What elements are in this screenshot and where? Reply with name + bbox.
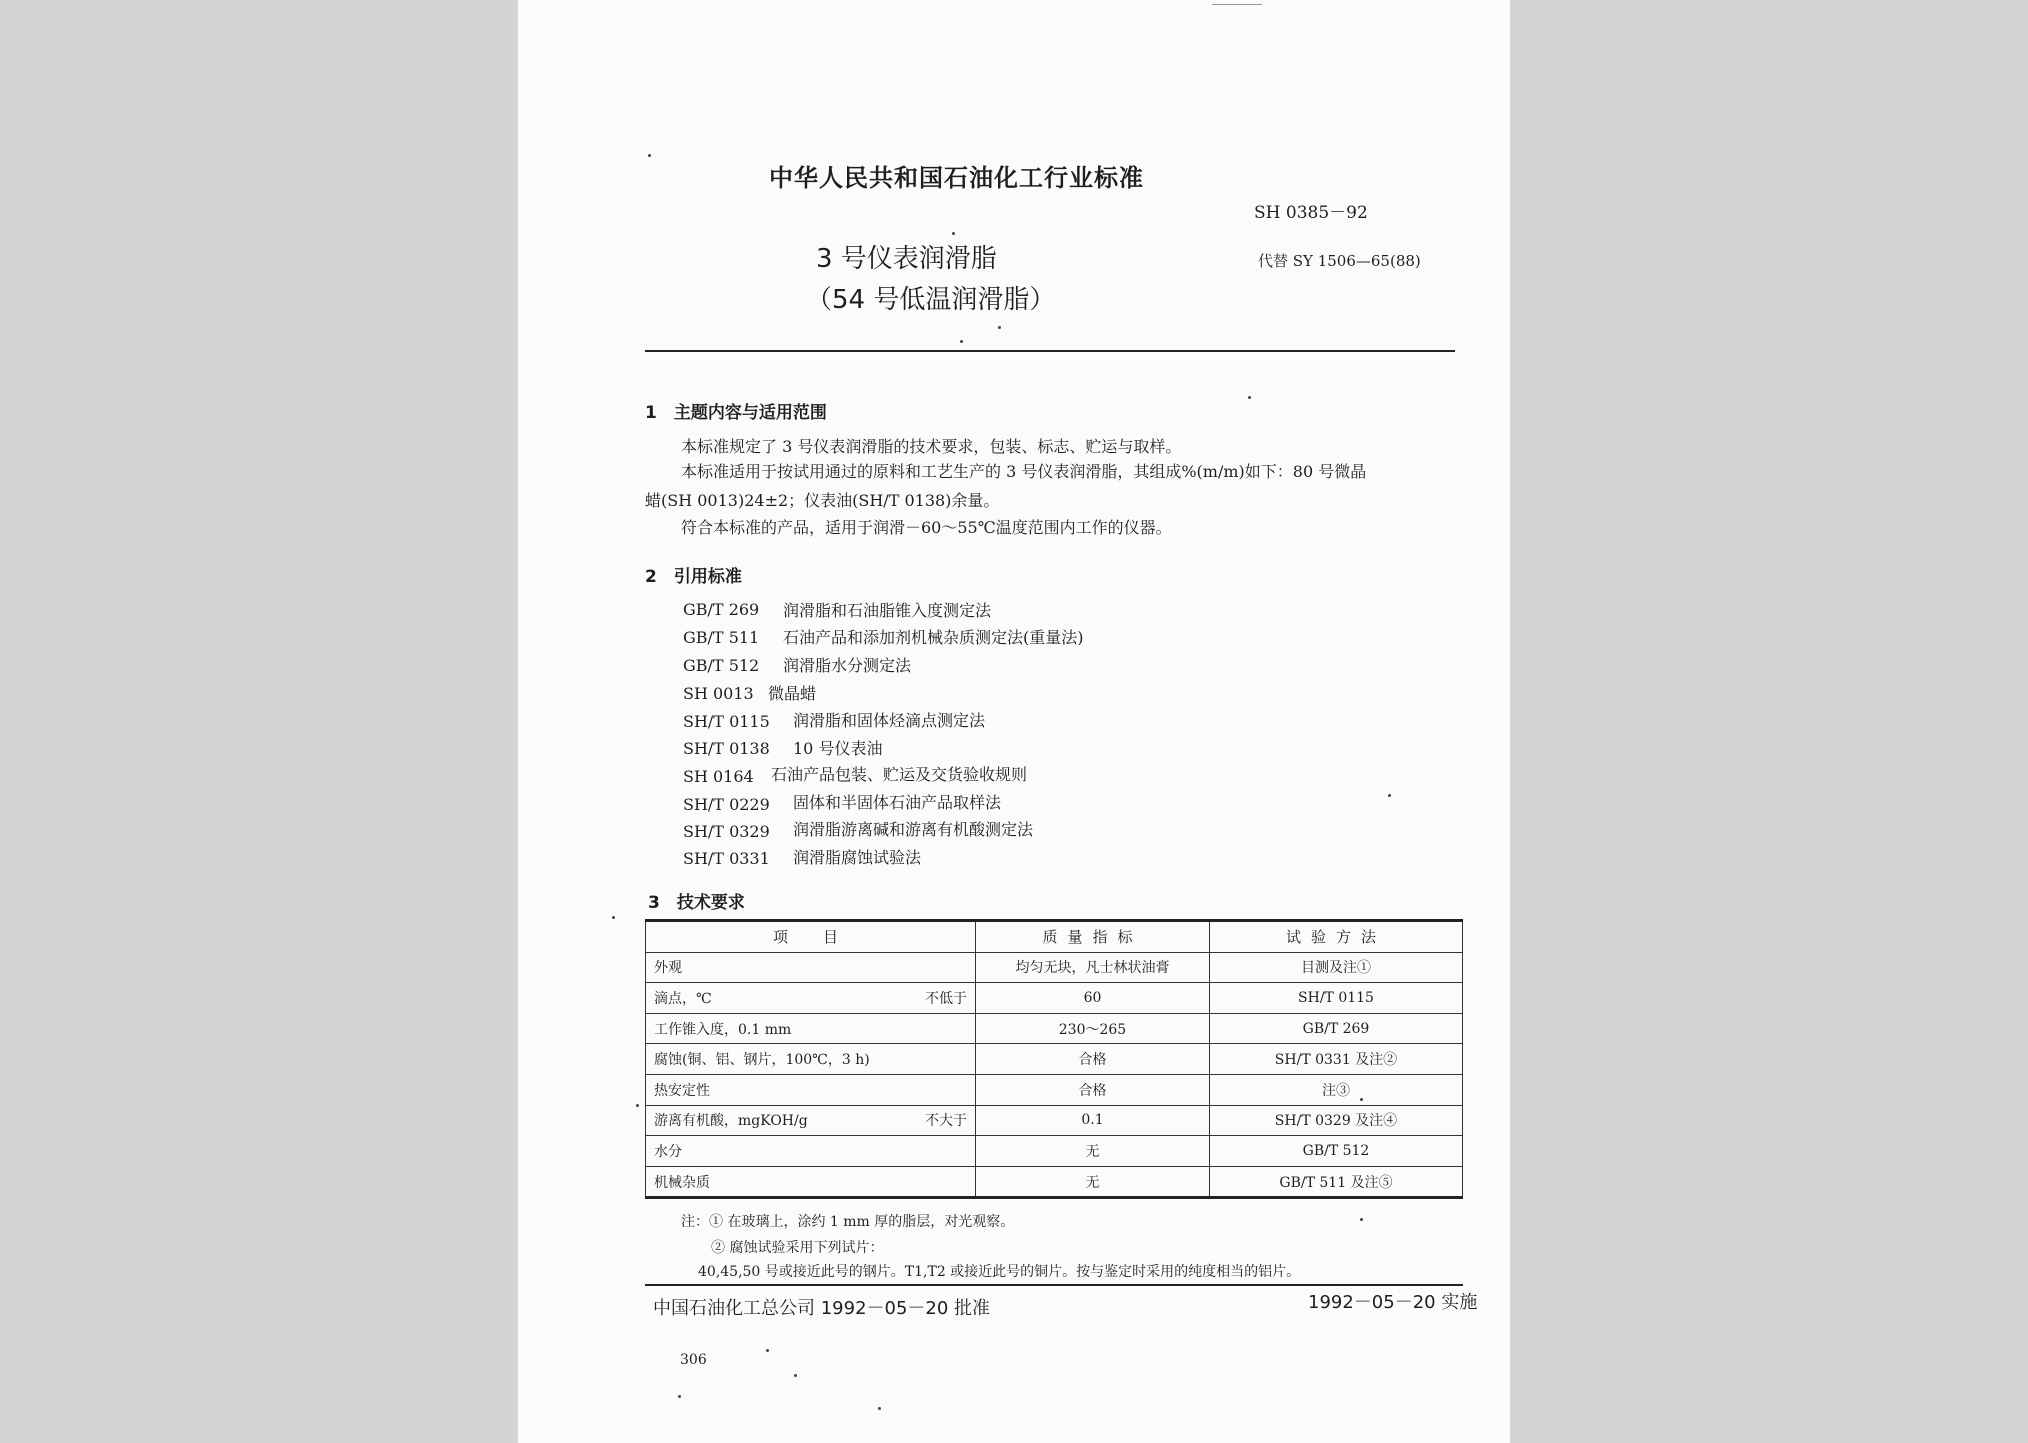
- scan-speck: [960, 340, 963, 343]
- column-header-quality-index: 质量指标: [976, 921, 1210, 953]
- scan-speck: [998, 326, 1001, 329]
- reference-title: 固体和半固体石油产品取样法: [793, 793, 1002, 812]
- technical-requirements-table: [645, 919, 1463, 1199]
- table-header-row: [646, 921, 1463, 953]
- reference-title: 润滑脂腐蚀试验法: [793, 848, 922, 867]
- standard-code: SH 0385－92: [1254, 203, 1368, 223]
- scan-speck: [1248, 396, 1251, 399]
- row-method: GB/T 269: [1210, 1013, 1463, 1044]
- row-item: 机械杂质: [654, 1174, 710, 1191]
- row-value: 合格: [976, 1044, 1210, 1075]
- replaces-note: 代替 SY 1506—65(88): [1258, 252, 1421, 270]
- section-1-paragraph-2-line-2: 蜡(SH 0013)24±2；仪表油(SH/T 0138)余量。: [645, 491, 1000, 510]
- row-item: 滴点，℃: [654, 990, 712, 1007]
- row-value: 无: [976, 1136, 1210, 1167]
- section-1-paragraph-1: 本标准规定了 3 号仪表润滑脂的技术要求，包装、标志、贮运与取样。: [681, 437, 1182, 456]
- row-value: 无: [976, 1166, 1210, 1198]
- section-2-heading: 2 引用标准: [645, 567, 742, 587]
- reference-title: 润滑脂和固体烃滴点测定法: [793, 711, 986, 730]
- row-method: 注③: [1210, 1074, 1463, 1105]
- column-header-test-method: 试验方法: [1210, 921, 1463, 953]
- reference-title: 润滑脂游离碱和游离有机酸测定法: [793, 820, 1034, 839]
- row-limit: 不低于: [925, 990, 967, 1007]
- row-item: 外观: [654, 960, 682, 977]
- column-header-item: 项 目: [646, 921, 976, 953]
- scan-speck: [1388, 794, 1391, 797]
- approval-line: 中国石油化工总公司 1992－05－20 批准: [653, 1298, 991, 1319]
- section-3-heading: 3 技术要求: [648, 893, 745, 913]
- row-limit: 不大于: [925, 1113, 967, 1130]
- header-divider: [645, 350, 1455, 352]
- section-1-heading: 1 主题内容与适用范围: [645, 403, 827, 423]
- row-method: GB/T 511 及注⑤: [1210, 1166, 1463, 1198]
- row-item: 腐蚀(铜、铝、钢片，100℃，3 h): [654, 1052, 870, 1069]
- footer-divider: [645, 1284, 1463, 1286]
- reference-title: 石油产品和添加剂机械杂质测定法(重量法): [783, 628, 1084, 647]
- reference-title: 润滑脂水分测定法: [783, 656, 912, 675]
- table-row: [646, 952, 1463, 983]
- reference-title: 10 号仪表油: [793, 739, 883, 758]
- scan-speck: [612, 916, 615, 919]
- reference-code: SH 0164: [683, 767, 754, 786]
- reference-code: SH/T 0138: [683, 739, 770, 758]
- scan-speck: [878, 1407, 881, 1410]
- reference-title: 微晶蜡: [768, 684, 817, 703]
- row-item: 水分: [654, 1143, 682, 1160]
- row-method: SH/T 0115: [1210, 983, 1463, 1014]
- table-row: [646, 1013, 1463, 1044]
- row-value: 0.1: [976, 1105, 1210, 1136]
- effective-date: 1992－05－20 实施: [1308, 1292, 1478, 1313]
- note-2: ② 腐蚀试验采用下列试片：: [711, 1240, 884, 1256]
- section-1-paragraph-3: 符合本标准的产品，适用于润滑－60～55℃温度范围内工作的仪器。: [681, 518, 1172, 537]
- row-method: SH/T 0331 及注②: [1210, 1044, 1463, 1075]
- document-page: [518, 0, 1510, 1443]
- document-title: 3 号仪表润滑脂: [816, 244, 997, 274]
- row-item: 工作锥入度，0.1 mm: [654, 1021, 792, 1038]
- row-method: 目测及注①: [1210, 952, 1463, 983]
- scan-speck: [648, 154, 651, 157]
- reference-code: SH 0013: [683, 684, 754, 703]
- section-1-paragraph-2-line-1: 本标准适用于按试用通过的原料和工艺生产的 3 号仪表润滑脂，其组成%(m/m)如下：80 号微晶: [681, 462, 1367, 481]
- row-value: 均匀无块，凡士林状油膏: [976, 952, 1210, 983]
- scan-speck: [1360, 1218, 1363, 1221]
- table-row: [646, 1166, 1463, 1198]
- row-value: 合格: [976, 1074, 1210, 1105]
- reference-code: GB/T 512: [683, 656, 760, 675]
- row-value: 60: [976, 983, 1210, 1014]
- reference-code: GB/T 511: [683, 628, 760, 647]
- scan-speck: [794, 1374, 797, 1377]
- reference-code: SH/T 0115: [683, 712, 770, 731]
- table-row: [646, 1074, 1463, 1105]
- scan-speck: [952, 232, 955, 235]
- table-row: [646, 1136, 1463, 1167]
- reference-code: GB/T 269: [683, 600, 760, 619]
- reference-title: 润滑脂和石油脂锥入度测定法: [783, 601, 992, 620]
- document-subtitle: （54 号低温润滑脂）: [806, 285, 1056, 315]
- reference-code: SH/T 0329: [683, 822, 770, 841]
- row-item: 游离有机酸，mgKOH/g: [654, 1113, 808, 1130]
- note-1: 注：① 在玻璃上，涂约 1 mm 厚的脂层，对光观察。: [681, 1214, 1015, 1230]
- scan-speck: [1360, 1098, 1363, 1101]
- table-row: [646, 1044, 1463, 1075]
- scan-speck: [678, 1395, 681, 1398]
- row-item: 热安定性: [654, 1082, 710, 1099]
- reference-title: 石油产品包装、贮运及交货验收规则: [771, 765, 1028, 784]
- row-method: SH/T 0329 及注④: [1210, 1105, 1463, 1136]
- reference-code: SH/T 0331: [683, 849, 770, 868]
- table-row: [646, 983, 1463, 1014]
- row-value: 230～265: [976, 1013, 1210, 1044]
- row-method: GB/T 512: [1210, 1136, 1463, 1167]
- table-row: [646, 1105, 1463, 1136]
- note-2-detail: 40,45,50 号或接近此号的钢片。T1,T2 或接近此号的铜片。按与鉴定时采用的纯度相当的铝片。: [698, 1264, 1301, 1280]
- standard-header-title: 中华人民共和国石油化工行业标准: [769, 164, 1144, 192]
- scan-edge-mark: [1212, 4, 1262, 5]
- page-number: 306: [680, 1352, 707, 1368]
- scan-speck: [766, 1349, 769, 1352]
- reference-code: SH/T 0229: [683, 795, 770, 814]
- scan-speck: [636, 1104, 639, 1107]
